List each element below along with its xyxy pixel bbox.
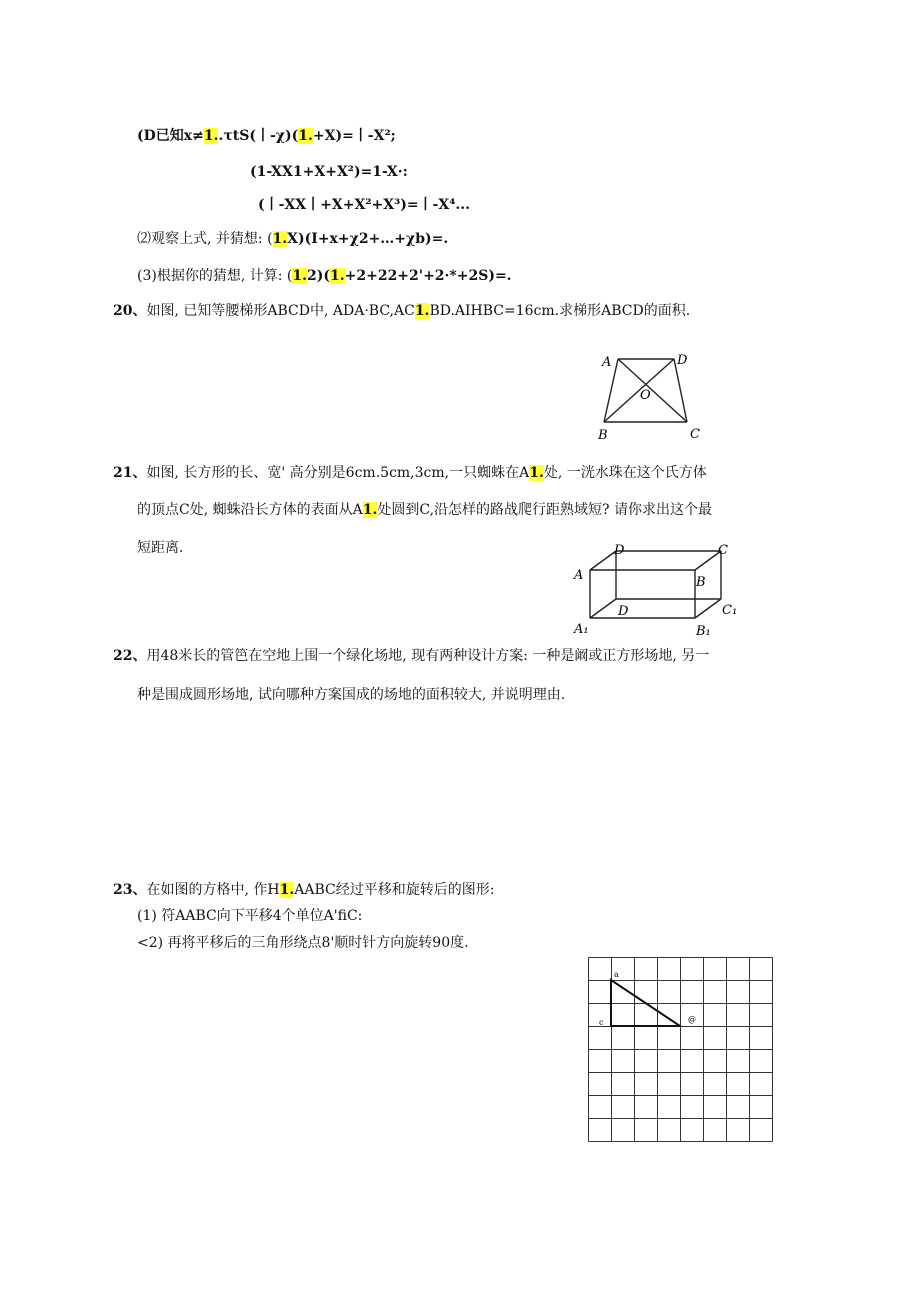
grid-label-c: c [599, 1018, 604, 1027]
q21-line-2: 的顶点C处, 蜘蛛沿长方体的表面从A1.处圆到C,沿怎样的路战爬行距熟域短? 请你求出这个最 [137, 502, 712, 518]
label-d-top: D [614, 543, 625, 558]
q19-line-2: (1-XX1+X+X²)=1-X·: [250, 164, 408, 180]
q19-line-5: (3)根据你的猜想, 计算: (1.2)(1.+2+22+2'+2·*+2S)=. [137, 268, 512, 284]
label-a: A [574, 568, 584, 583]
q19-line-1: (D已知x≠1..τtS(丨-χ)(1.+X)=丨-X²; [137, 128, 396, 144]
label-o: O [640, 388, 651, 403]
cuboid-bottom-right [695, 599, 721, 618]
cuboid-figure [568, 540, 748, 640]
cuboid-bottom-left [590, 599, 616, 618]
trapezoid-figure [592, 346, 722, 446]
label-d-mid: D [618, 604, 629, 619]
label-a: A [602, 355, 612, 370]
q22-line-2: 种是围成圆形场地, 试向哪种方案国成的场地的面积较大, 并说明理由. [137, 687, 566, 703]
cuboid-top-left [590, 551, 616, 570]
label-c: C [690, 427, 700, 442]
label-d: D [677, 353, 688, 368]
q19-line-3: (丨-XX丨+X+X²+X³)=丨-X⁴... [258, 197, 470, 213]
q20-text: 20、如图, 已知等腰梯形ABCD中, ADA·BC,AC1.BD.AIHBC=16cm.求梯形ABCD的面积. [113, 303, 691, 319]
label-b1: B₁ [696, 624, 711, 639]
label-b: B [598, 428, 608, 443]
q23-line-2: (1) 符AABC向下平移4个单位A'fiC: [137, 908, 363, 924]
q21-line-1: 21、如图, 长方形的长、宽' 高分别是6cm.5cm,3cm,一只蜘蛛在A1.处, 一洸水珠在这个氏方体 [113, 465, 707, 481]
q22-line-1: 22、用48米长的管笆在空地上围一个绿化场地, 现有两种设计方案: 一种是阚或正方形场地, 另一 [113, 648, 710, 664]
label-c-top: C [718, 543, 728, 558]
q23-line-1: 23、在如图的方格中, 作H1.AABC经过平移和旋转后的图形: [113, 882, 495, 898]
q19-line-4: ⑵观察上式, 并猜想: (1.X)(I+x+χ2+…+χb)=. [137, 231, 449, 247]
grid-label-b: @ [688, 1015, 696, 1024]
label-b: B [696, 575, 706, 590]
q21-line-3: 短距离. [137, 540, 184, 556]
grid-label-a: a [614, 970, 619, 979]
label-c1: C₁ [722, 603, 738, 618]
grid-figure [588, 957, 780, 1149]
label-a1: A₁ [574, 622, 589, 637]
diagonal-bd [604, 359, 674, 422]
q23-line-3: <2) 再将平移后的三角形绕点8'顺时针方向旋转90度. [137, 935, 469, 951]
